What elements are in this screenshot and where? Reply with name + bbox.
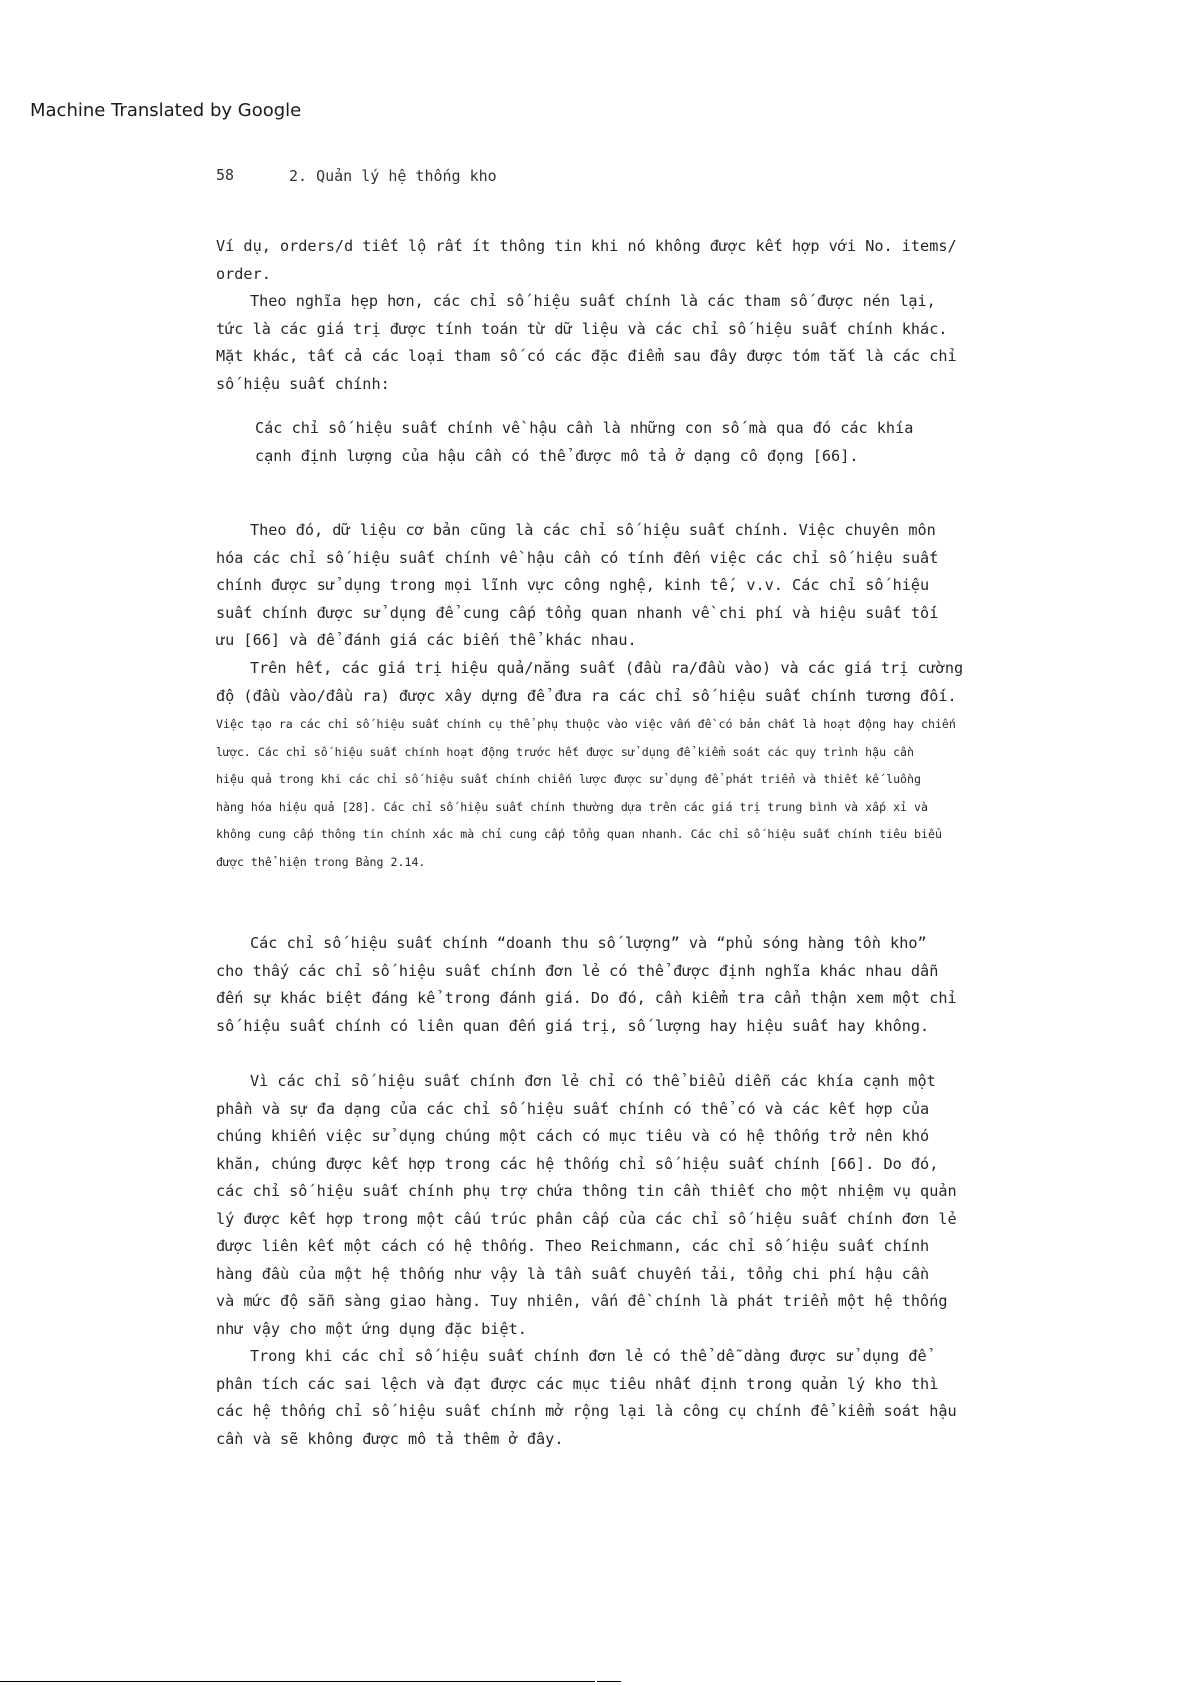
text-line: độ (đầu vào/đầu ra) được xây dựng để đưa ra các chỉ số hiệu suất chính tương đối. (216, 686, 957, 705)
text-line: các chỉ số hiệu suất chính phụ trợ chứa thông tin cần thiết cho một nhiệm vụ quản (216, 1182, 957, 1200)
paragraph-7 (216, 1343, 996, 1453)
text-line: chính được sử dụng trong mọi lĩnh vực công nghệ, kinh tế, v.v. Các chỉ số hiệu (216, 576, 930, 594)
text-line: được thể hiện trong Bảng 2.14. (216, 854, 426, 869)
paragraph-3 (216, 517, 996, 655)
text-line: Trong khi các chỉ số hiệu suất chính đơn lẻ có thể dễ dàng được sử dụng để (250, 1347, 927, 1365)
text-line: Trên hết, các giá trị hiệu quả/năng suất (đầu ra/đầu vào) và các giá trị cường (250, 659, 964, 677)
chapter-title: 2. Quản lý hệ thống kho (289, 167, 497, 185)
text-line: và mức độ sẵn sàng giao hàng. Tuy nhiên, vấn đề chính là phát triển một hệ thống (216, 1292, 948, 1310)
text-line: khăn, chúng được kết hợp trong các hệ thống chỉ số hiệu suất chính [66]. Do đó, (216, 1154, 939, 1173)
text-line: lý được kết hợp trong một cấu trúc phân cấp của các chỉ số hiệu suất chính đơn lẻ (216, 1209, 957, 1228)
paragraph-4 (216, 655, 996, 710)
text-line: chúng khiến việc sử dụng chúng một cách có mục tiêu và có hệ thống trở nên khó (216, 1127, 930, 1145)
footer-rule (0, 1681, 595, 1682)
text-line: Mặt khác, tất cả các loại tham số có các đặc điểm sau đây được tóm tắt là các chỉ (216, 347, 957, 365)
text-line: đến sự khác biệt đáng kể trong đánh giá. Do đó, cần kiểm tra cẩn thận xem một chỉ (216, 989, 957, 1007)
text-line: như vậy cho một ứng dụng đặc biệt. (216, 1319, 527, 1338)
text-line: Các chỉ số hiệu suất chính “doanh thu số lượng” và “phủ sóng hàng tồn kho” (250, 934, 927, 952)
paragraph-4-continued (216, 711, 996, 876)
text-line: hóa các chỉ số hiệu suất chính về hậu cần có tính đến việc các chỉ số hiệu suất (216, 548, 939, 567)
text-line: Ví dụ, orders/d tiết lộ rất ít thông tin khi nó không được kết hợp với No. items/ (216, 237, 957, 255)
text-line: lược. Các chỉ số hiệu suất chính hoạt động trước hết được sử dụng để kiểm soát các quy trình hậu cần (216, 744, 915, 759)
text-line: các hệ thống chỉ số hiệu suất chính mở rộng lại là công cụ chính để kiểm soát hậu (216, 1402, 957, 1420)
text-line: cần và sẽ không được mô tả thêm ở đây. (216, 1429, 564, 1448)
text-line: được liên kết một cách có hệ thống. Theo Reichmann, các chỉ số hiệu suất chính (216, 1237, 930, 1255)
text-line: hiệu quả trong khi các chỉ số hiệu suất chính chiến lược được sử dụng để phát triển và thiết kế luồng (216, 772, 921, 786)
paragraph-1 (216, 233, 996, 288)
paragraph-5 (216, 930, 996, 1040)
text-line: số hiệu suất chính: (216, 374, 390, 393)
text-line: Theo nghĩa hẹp hơn, các chỉ số hiệu suất chính là các tham số được nén lại, (250, 292, 936, 310)
paragraph-6 (216, 1068, 996, 1343)
text-line: số hiệu suất chính có liên quan đến giá trị, số lượng hay hiệu suất hay không. (216, 1016, 930, 1035)
page-number: 58 (216, 166, 235, 184)
text-line: ưu [66] và để đánh giá các biến thể khác nhau. (216, 631, 637, 649)
text-line: cho thấy các chỉ số hiệu suất chính đơn lẻ có thể được định nghĩa khác nhau dẫn (216, 961, 939, 980)
footer-rule-segment (597, 1681, 621, 1682)
text-line: Theo đó, dữ liệu cơ bản cũng là các chỉ số hiệu suất chính. Việc chuyên môn (250, 521, 936, 539)
text-line: Việc tạo ra các chỉ số hiệu suất chính cụ thể phụ thuộc vào việc vấn đề có bản chất là hoạt động hay chiến (216, 717, 956, 731)
text-line: suất chính được sử dụng để cung cấp tổng quan nhanh về chi phí và hiệu suất tối (216, 603, 939, 622)
text-line: hàng hóa hiệu quả [28]. Các chỉ số hiệu suất chính thường dựa trên các giá trị trung bình và xấp xỉ và (216, 799, 928, 814)
block-quote (255, 415, 1035, 470)
text-line: cạnh định lượng của hậu cần có thể được mô tả ở dạng cô đọng [66]. (255, 446, 859, 465)
text-line: phần và sự đa dạng của các chỉ số hiệu suất chính có thể có và các kết hợp của (216, 1099, 930, 1118)
paragraph-2 (216, 288, 996, 398)
text-line: Vì các chỉ số hiệu suất chính đơn lẻ chỉ có thể biểu diễn các khía cạnh một (250, 1072, 936, 1090)
machine-translation-banner: Machine Translated by Google (30, 100, 302, 121)
text-line: order. (216, 264, 271, 283)
text-line: tức là các giá trị được tính toán từ dữ liệu và các chỉ số hiệu suất chính khác. (216, 319, 948, 338)
text-line: phân tích các sai lệch và đạt được các mục tiêu nhất định trong quản lý kho thì (216, 1374, 939, 1393)
text-line: không cung cấp thông tin chính xác mà chỉ cung cấp tổng quan nhanh. Các chỉ số hiệu suất chính tiêu biểu (216, 827, 942, 841)
text-line: Các chỉ số hiệu suất chính về hậu cần là những con số mà qua đó các khía (255, 419, 914, 437)
text-line: hàng đầu của một hệ thống như vậy là tần suất chuyến tải, tổng chi phí hậu cần (216, 1264, 930, 1283)
